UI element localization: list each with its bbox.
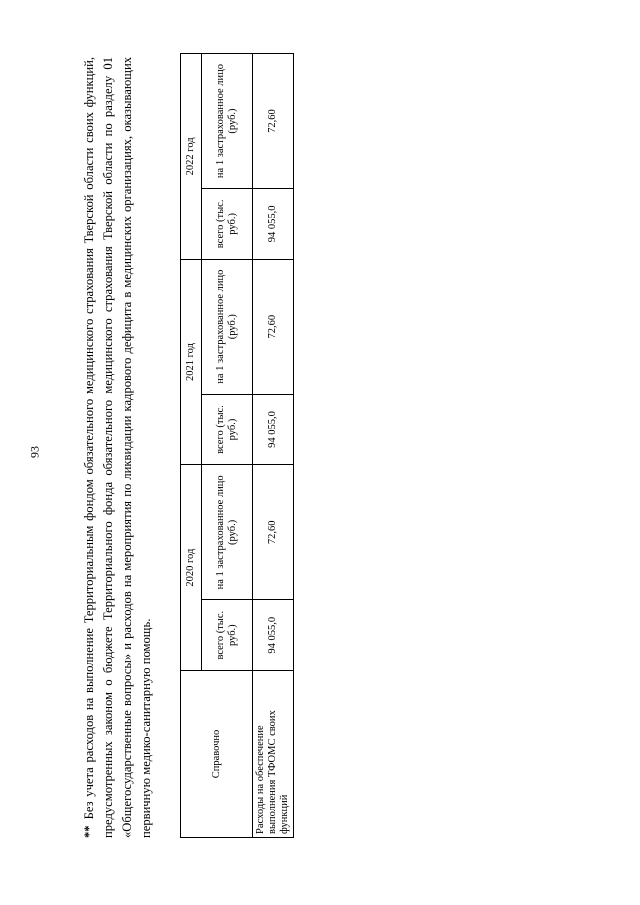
header-reference: Справочно [181,671,253,838]
page-number: 93 [27,446,42,458]
header-year-2020: 2020 год [181,465,202,671]
table-row [253,54,294,838]
header-year-2021: 2021 год [181,259,202,465]
table-header-row [181,54,202,838]
expenses-table [180,53,294,838]
footnote-text: Без учета расходов на выполнение Территориальным фондом обязательного медицинского страхования Тверской области своих функций, предусмотренных законом о бюджете Территориального фонда обязательного медицинского страхования Тверской области по разделу 01 «Общегосударственные вопросы» и расходов на мероприятия по ликвидации кадрового дефицита в медицинских организациях, оказывающих первичную медико-санитарную помощь. [82,57,153,838]
subheader-2022-per-person: на 1 застрахованное лицо (руб.) [202,54,253,189]
subheader-2021-total: всего (тыс. руб.) [202,394,253,465]
subheader-2020-per-person: на 1 застрахованное лицо (руб.) [202,465,253,600]
cell-2021-total: 94 055,0 [253,394,294,465]
subheader-2020-total: всего (тыс. руб.) [202,600,253,671]
header-year-2022: 2022 год [181,54,202,260]
cell-2020-per-person: 72,60 [253,465,294,600]
cell-2022-total: 94 055,0 [253,189,294,260]
cell-2021-per-person: 72,60 [253,259,294,394]
rotated-page-content [80,55,340,840]
footnote-marker: ** [82,825,96,838]
cell-2020-total: 94 055,0 [253,600,294,671]
row-label: Расходы на обеспечение выполнения ТФОМС своих функций [253,671,294,838]
subheader-2021-per-person: на 1 застрахованное лицо (руб.) [202,259,253,394]
subheader-2022-total: всего (тыс. руб.) [202,189,253,260]
footnote [80,55,156,840]
cell-2022-per-person: 72,60 [253,54,294,189]
